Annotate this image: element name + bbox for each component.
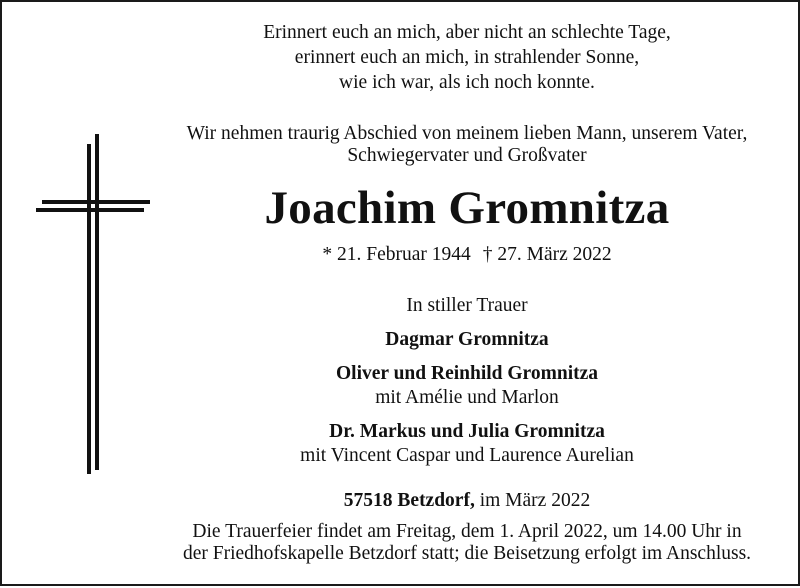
mourning-heading: In stiller Trauer xyxy=(406,295,528,316)
place-date xyxy=(152,488,782,514)
mourner-family-names: Dr. Markus und Julia Gromnitza xyxy=(329,421,605,442)
mourner-family-children: mit Vincent Caspar und Laurence Aurelian xyxy=(300,445,634,466)
poem-line: erinnert euch an mich, in strahlender Sonne, xyxy=(294,47,640,68)
place-city: 57518 Betzdorf, xyxy=(343,490,475,511)
mourner-family-children: mit Amélie und Marlon xyxy=(375,387,559,408)
poem-line: wie ich war, als ich noch konnte. xyxy=(339,72,595,93)
death-date: † 27. März 2022 xyxy=(482,244,612,265)
cross-icon xyxy=(2,2,162,588)
farewell-line: Schwiegervater und Großvater xyxy=(347,145,587,166)
life-dates xyxy=(152,242,782,268)
mourner-family-names: Oliver und Reinhild Gromnitza xyxy=(335,363,599,384)
mourners xyxy=(152,294,782,468)
poem-line: Erinnert euch an mich, aber nicht an schlechte Tage, xyxy=(263,22,671,43)
funeral-info xyxy=(152,521,782,565)
funeral-line: der Friedhofskapelle Betzdorf statt; die Beisetzung erfolgt im Anschluss. xyxy=(182,543,752,564)
mourner-widow: Dagmar Gromnitza xyxy=(385,329,549,350)
place-month: im März 2022 xyxy=(479,490,591,511)
farewell-text xyxy=(152,123,782,167)
poem xyxy=(152,20,782,95)
birth-date: * 21. Februar 1944 xyxy=(322,244,471,265)
deceased-name: Joachim Gromnitza xyxy=(264,182,670,234)
farewell-line: Wir nehmen traurig Abschied von meinem lieben Mann, unserem Vater, xyxy=(186,123,748,144)
funeral-line: Die Trauerfeier findet am Freitag, dem 1. April 2022, um 14.00 Uhr in xyxy=(192,521,742,542)
